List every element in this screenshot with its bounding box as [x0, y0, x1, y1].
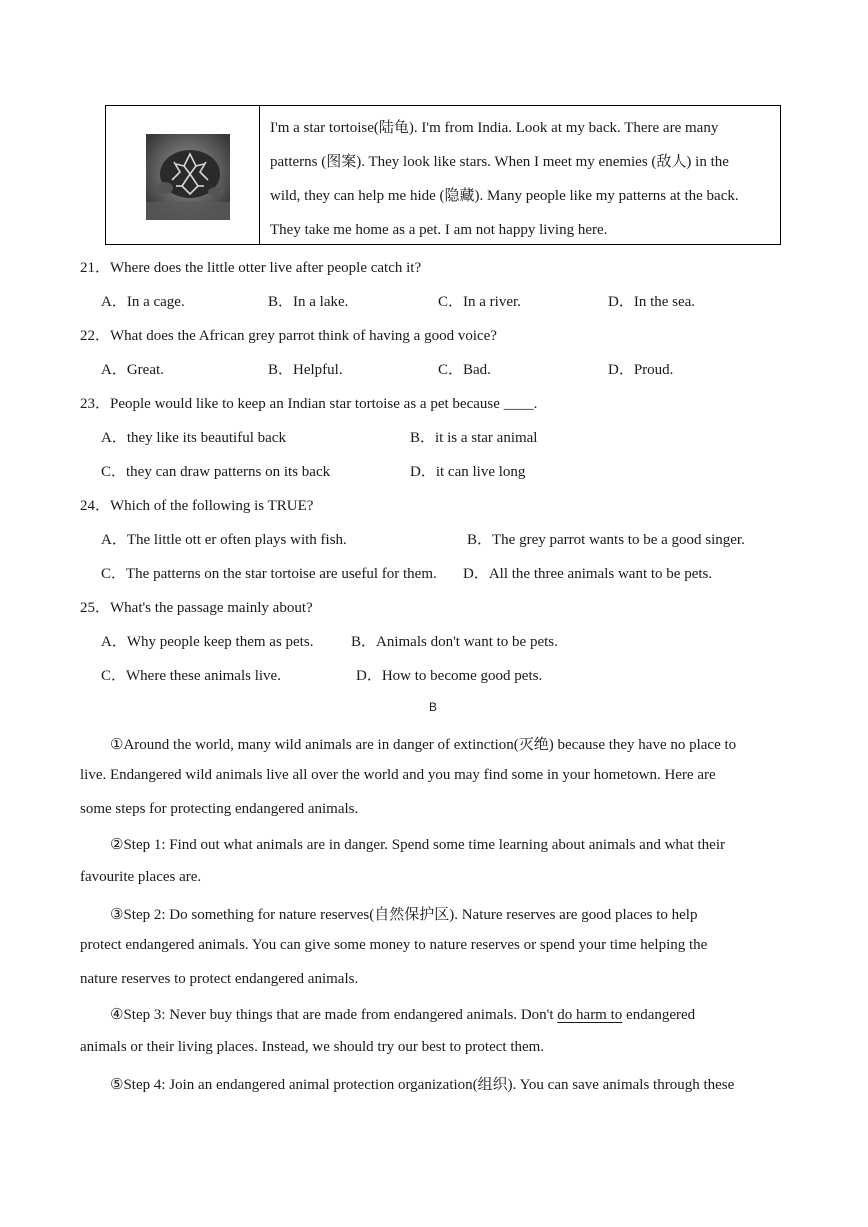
question-22-option-b: B．Helpful.: [268, 362, 343, 378]
paragraph-4-line: animals or their living places. Instead, we should try our best to protect them.: [80, 1039, 545, 1055]
question-23-option-c: C．they can draw patterns on its back: [101, 464, 331, 480]
section-b-heading: B: [429, 700, 438, 714]
paragraph-1-line: live. Endangered wild animals live all over the world and you may find some in your hometown. Here are: [80, 767, 716, 783]
question-21-option-c: C．In a river.: [438, 294, 521, 310]
paragraph-5-line: ⑤Step 4: Join an endangered animal protection organization(组织). You can save animals through these: [110, 1077, 735, 1093]
question-25-option-b: B．Animals don't want to be pets.: [351, 634, 558, 650]
paragraph-2-line: ②Step 1: Find out what animals are in danger. Spend some time learning about animals and what their: [110, 837, 725, 853]
question-24-option-b: B．The grey parrot wants to be a good singer.: [467, 532, 745, 548]
question-25-option-c: C．Where these animals live.: [101, 668, 281, 684]
question-25-option-d: D．How to become good pets.: [356, 668, 543, 684]
paragraph-4-text: endangered: [622, 1007, 696, 1023]
question-22-option-d: D．Proud.: [608, 362, 674, 378]
question-22-option-c: C．Bad.: [438, 362, 491, 378]
paragraph-3-line: nature reserves to protect endangered animals.: [80, 971, 359, 987]
paragraph-1-line: ①Around the world, many wild animals are in danger of extinction(灭绝) because they have no place to: [110, 737, 737, 753]
question-24-option-d: D．All the three animals want to be pets.: [463, 566, 713, 582]
paragraph-4-text: ④Step 3: Never buy things that are made from endangered animals. Don't: [110, 1007, 558, 1023]
tortoise-description: [270, 114, 778, 250]
question-24-option-a: A．The little ott er often plays with fish.: [101, 532, 347, 548]
underlined-phrase: do harm to: [557, 1007, 623, 1023]
question-23-option-d: D．it can live long: [410, 464, 526, 480]
tortoise-info-table: [105, 105, 781, 245]
question-23-option-b: B．it is a star animal: [410, 430, 538, 446]
paragraph-3-line: ③Step 2: Do something for nature reserves(自然保护区). Nature reserves are good places to help: [110, 907, 698, 923]
question-24-option-c: C．The patterns on the star tortoise are useful for them.: [101, 566, 437, 582]
star-tortoise-photo: [146, 134, 230, 220]
question-25-option-a: A．Why people keep them as pets.: [101, 634, 314, 650]
table-text-line: wild, they can help me hide (隐藏). Many people like my patterns at the back.: [270, 188, 739, 204]
question-24-stem: 24．Which of the following is TRUE?: [80, 498, 314, 514]
table-text-line: I'm a star tortoise(陆龟). I'm from India. Look at my back. There are many: [270, 120, 719, 136]
table-divider: [259, 106, 260, 244]
question-23-option-a: A．they like its beautiful back: [101, 430, 286, 446]
question-21-option-d: D．In the sea.: [608, 294, 696, 310]
paragraph-4-line: [110, 1005, 695, 1024]
table-text-line: They take me home as a pet. I am not happy living here.: [270, 222, 608, 238]
question-21-option-a: A．In a cage.: [101, 294, 185, 310]
paragraph-3-line: protect endangered animals. You can give some money to nature reserves or spend your time helping the: [80, 937, 708, 953]
table-text-line: patterns (图案). They look like stars. When I meet my enemies (敌人) in the: [270, 154, 729, 170]
question-23-stem: 23．People would like to keep an Indian star tortoise as a pet because ____.: [80, 396, 538, 412]
question-22-stem: 22．What does the African grey parrot think of having a good voice?: [80, 328, 497, 344]
question-21-stem: 21．Where does the little otter live after people catch it?: [80, 260, 422, 276]
question-25-stem: 25．What's the passage mainly about?: [80, 600, 313, 616]
question-22-option-a: A．Great.: [101, 362, 164, 378]
paragraph-2-line: favourite places are.: [80, 869, 202, 885]
paragraph-1-line: some steps for protecting endangered animals.: [80, 801, 359, 817]
question-21-option-b: B．In a lake.: [268, 294, 349, 310]
